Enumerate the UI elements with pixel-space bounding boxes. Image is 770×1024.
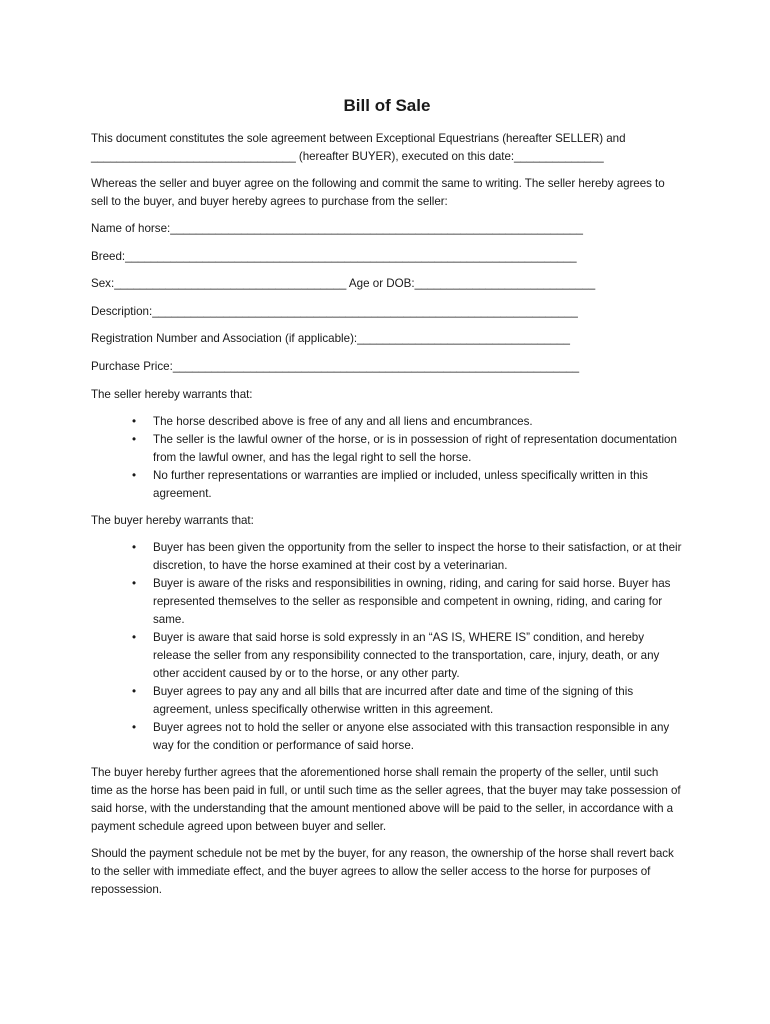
document-title: Bill of Sale bbox=[343, 96, 431, 115]
registration-field: Registration Number and Association (if applicable):_________________________________ bbox=[91, 332, 570, 346]
document-body bbox=[91, 94, 683, 908]
list-item: • No further representations or warranties are implied or included, unless specifically written in this agreement. bbox=[132, 468, 648, 500]
seller-warrants-heading: The seller hereby warrants that: bbox=[91, 387, 253, 401]
payment-schedule-paragraph: Should the payment schedule not be met by the buyer, for any reason, the ownership of the horse shall revert back to the seller with immediate effect, and the buyer agrees to allow the seller access to the horse for purposes of repossession. bbox=[91, 846, 674, 896]
bullet-icon: • bbox=[132, 684, 137, 698]
buyer-warrants-list bbox=[91, 539, 683, 755]
bullet-icon: • bbox=[132, 468, 137, 482]
bullet-icon: • bbox=[132, 720, 137, 734]
bullet-icon: • bbox=[132, 540, 137, 554]
list-item: • The horse described above is free of any and all liens and encumbrances. bbox=[153, 413, 683, 431]
list-item: • Buyer is aware of the risks and responsibilities in owning, riding, and caring for said horse. Buyer has represented themselves to the seller as responsible and competent in owning, riding, and caring for same. bbox=[132, 576, 671, 626]
intro-paragraph bbox=[91, 130, 683, 166]
list-item: • Buyer is aware that said horse is sold expressly in an “AS IS, WHERE IS” condition, and hereby release the seller from any responsibility connected to the transportation, care, injury, death, or any other accident caused by or to the horse, or any other party. bbox=[132, 630, 660, 680]
further-agrees-paragraph: The buyer hereby further agrees that the aforementioned horse shall remain the property of the seller, until such time as the horse has been paid in full, or until such time as the seller agrees, that the buyer may take possession of said horse, with the understanding that the amount mentioned above will be paid to the seller, in accordance with a payment schedule agreed upon between buyer and seller. bbox=[91, 765, 681, 833]
bullet-icon: • bbox=[132, 576, 137, 590]
name-of-horse-field: Name of horse:________________________________________________________________ bbox=[91, 222, 583, 235]
list-item: • The seller is the lawful owner of the horse, or is in possession of right of representation documentation from the lawful owner, and has the legal right to sell the horse. bbox=[132, 432, 677, 464]
list-item: • Buyer has been given the opportunity from the seller to inspect the horse to their satisfaction, or at their discretion, to have the horse examined at their cost by a veterinarian. bbox=[132, 540, 682, 572]
intro-line-1: This document constitutes the sole agreement between Exceptional Equestrians (hereafter SELLER) and bbox=[91, 132, 626, 145]
seller-warrants-list bbox=[91, 413, 683, 503]
buyer-warrants-heading: The buyer hereby warrants that: bbox=[91, 513, 254, 527]
bullet-icon: • bbox=[132, 414, 137, 428]
list-item: • Buyer agrees to pay any and all bills that are incurred after date and time of the signing of this agreement, unless specifically otherwise written in this agreement. bbox=[132, 684, 634, 716]
bullet-icon: • bbox=[132, 630, 137, 644]
bullet-icon: • bbox=[132, 432, 137, 446]
intro-line-2: ________________________________ (hereafter BUYER), executed on this date:______________ bbox=[91, 150, 604, 163]
sex-age-field: Sex:____________________________________ Age or DOB:____________________________ bbox=[91, 277, 596, 291]
purchase-price-field: Purchase Price:_______________________________________________________________ bbox=[91, 359, 580, 373]
whereas-paragraph: Whereas the seller and buyer agree on the following and commit the same to writing. The seller hereby agrees to sell to the buyer, and buyer hereby agrees to purchase from the seller: bbox=[91, 177, 665, 208]
breed-field: Breed:______________________________________________________________________ bbox=[91, 249, 577, 263]
list-item: • Buyer agrees not to hold the seller or anyone else associated with this transaction responsible in any way for the condition or performance of said horse. bbox=[132, 720, 670, 752]
description-field: Description:__________________________________________________________________ bbox=[91, 304, 578, 318]
